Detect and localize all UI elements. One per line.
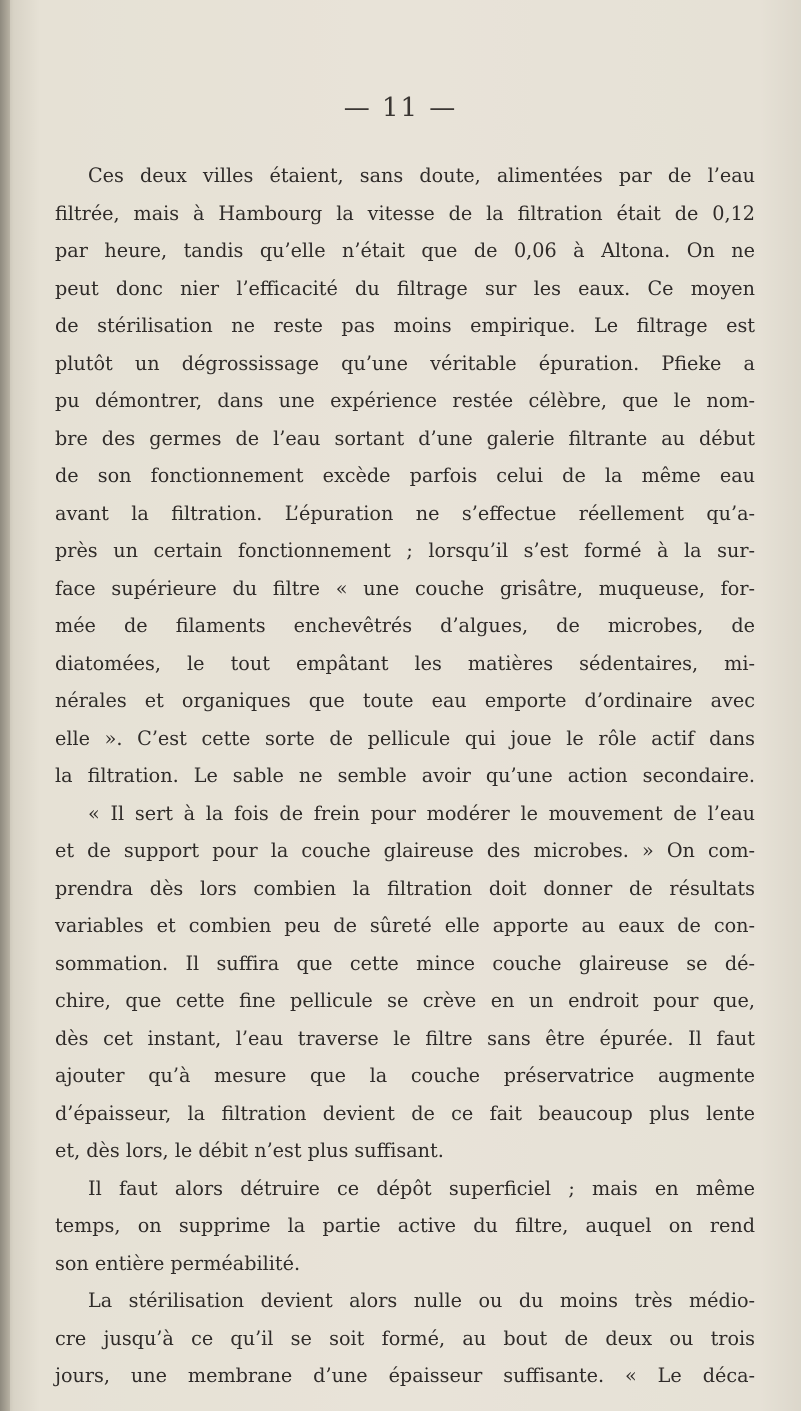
text-line: « Il sert à la fois de frein pour modérer le mouvement de l’eau xyxy=(88,801,755,825)
text-line: nérales et organiques que toute eau emporte d’ordinaire avec xyxy=(55,689,755,712)
body-text xyxy=(55,157,755,1395)
text-line: plutôt un dégrossissage qu’une véritable épuration. Pfieke a xyxy=(55,351,755,375)
text-line: face supérieure du filtre « une couche grisâtre, muqueuse, for- xyxy=(55,576,755,600)
text-line: sommation. Il suffira que cette mince couche glaireuse se dé- xyxy=(55,951,755,975)
text-line: la filtration. Le sable ne semble avoir qu’une action secondaire. xyxy=(55,764,755,787)
text-line: ajouter qu’à mesure que la couche préservatrice augmente xyxy=(55,1064,755,1087)
page-spine-shadow xyxy=(0,0,10,1411)
text-line: dès cet instant, l’eau traverse le filtre sans être épurée. Il faut xyxy=(55,1026,755,1050)
text-line: jours, une membrane d’une épaisseur suffisante. « Le déca- xyxy=(55,1364,755,1387)
text-line: temps, on supprime la partie active du filtre, auquel on rend xyxy=(55,1214,755,1237)
text-line: avant la filtration. L’épuration ne s’effectue réellement qu’a- xyxy=(55,501,755,525)
text-line: et de support pour la couche glaireuse des microbes. » On com- xyxy=(55,839,755,862)
text-line: et, dès lors, le débit n’est plus suffisant. xyxy=(55,1139,444,1162)
text-line: de son fonctionnement excède parfois celui de la même eau xyxy=(55,464,755,487)
text-line: elle ». C’est cette sorte de pellicule qui joue le rôle actif dans xyxy=(55,726,755,750)
text-line: de stérilisation ne reste pas moins empirique. Le filtrage est xyxy=(55,314,755,337)
text-line: bre des germes de l’eau sortant d’une galerie filtrante au début xyxy=(55,426,755,450)
text-line: peut donc nier l’efficacité du filtrage sur les eaux. Ce moyen xyxy=(55,276,755,300)
text-line: Il faut alors détruire ce dépôt superficiel ; mais en même xyxy=(88,1176,755,1200)
text-line: Ces deux villes étaient, sans doute, alimentées par de l’eau xyxy=(88,164,755,187)
text-line: prendra dès lors combien la filtration doit donner de résultats xyxy=(55,876,755,900)
text-line: variables et combien peu de sûreté elle apporte au eaux de con- xyxy=(55,914,755,937)
text-line: par heure, tandis qu’elle n’était que de 0,06 à Altona. On ne xyxy=(55,239,755,262)
text-line: près un certain fonctionnement ; lorsqu’il s’est formé à la sur- xyxy=(55,539,755,562)
text-line: La stérilisation devient alors nulle ou du moins très médio- xyxy=(88,1289,755,1312)
page-number: — 11 — xyxy=(343,93,458,123)
text-line: d’épaisseur, la filtration devient de ce fait beaucoup plus lente xyxy=(55,1101,755,1125)
text-line: filtrée, mais à Hambourg la vitesse de la filtration était de 0,12 xyxy=(55,201,755,225)
text-line: pu démontrer, dans une expérience restée célèbre, que le nom- xyxy=(55,389,755,412)
text-line: cre jusqu’à ce qu’il se soit formé, au bout de deux ou trois xyxy=(55,1326,755,1350)
text-line: chire, que cette fine pellicule se crève en un endroit pour que, xyxy=(55,989,755,1012)
text-line: diatomées, le tout empâtant les matières sédentaires, mi- xyxy=(55,651,755,675)
text-line: son entière perméabilité. xyxy=(55,1251,301,1275)
text-line: mée de filaments enchevêtrés d’algues, de microbes, de xyxy=(55,614,755,637)
